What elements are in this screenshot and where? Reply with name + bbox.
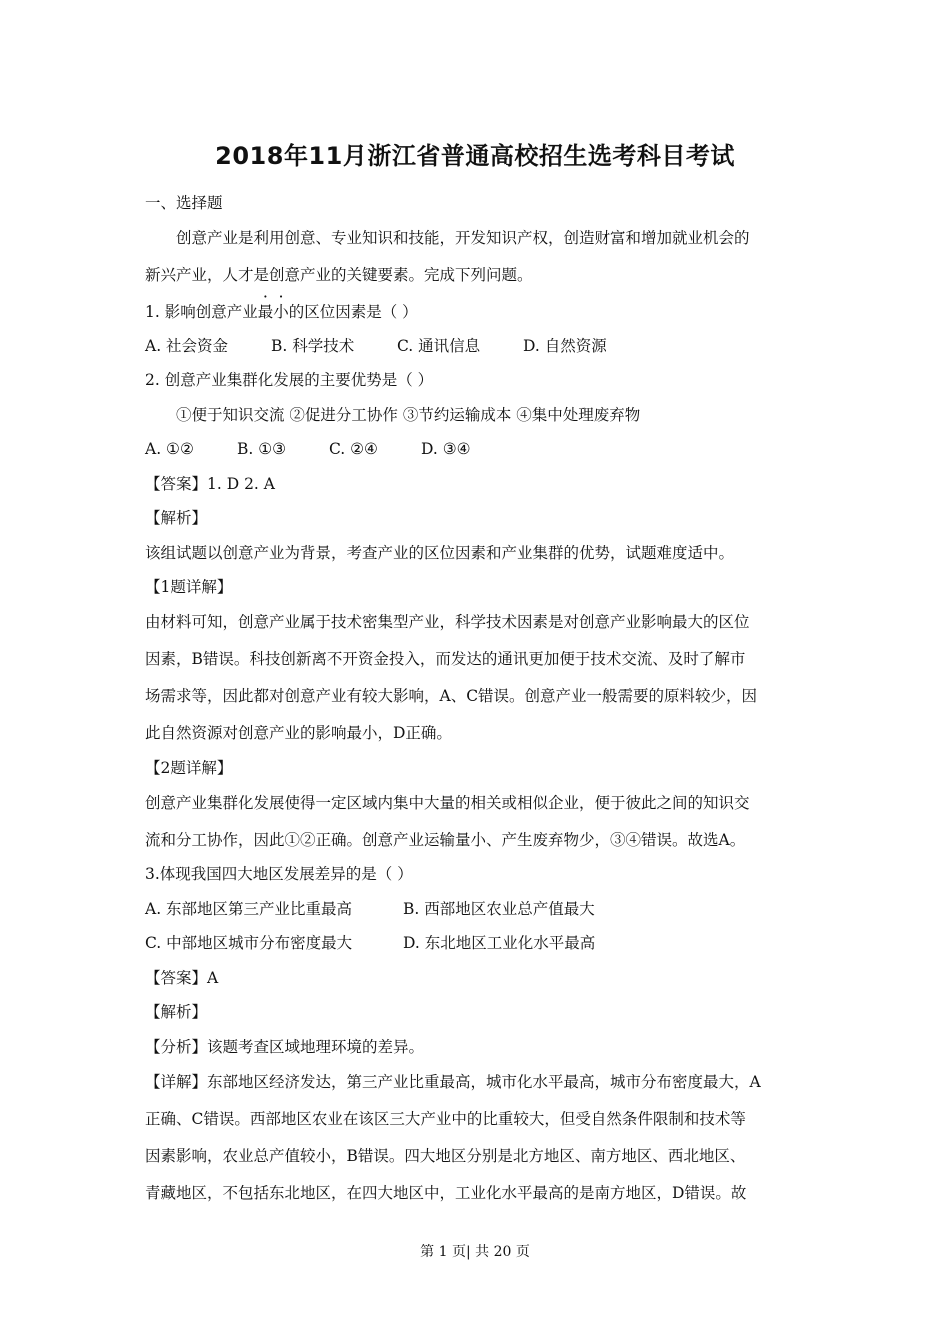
question-1-stem xyxy=(145,302,418,322)
analysis-3-detail-line: 正确、C错误。西部地区农业在该区三大产业中的比重较大，但受自然条件限制和技术等 xyxy=(145,1110,746,1128)
detail-1-line: 此自然资源对创意产业的影响最小，D正确。 xyxy=(145,724,452,742)
question-3-stem: 3.体现我国四大地区发展差异的是（ ） xyxy=(145,865,413,883)
q2-option-b: B. ①③ xyxy=(237,440,287,458)
detail-1-label: 【1题详解】 xyxy=(145,578,233,596)
q3-option-a: A. 东部地区第三产业比重最高 xyxy=(145,900,353,918)
question-2-items: ①便于知识交流 ②促进分工协作 ③节约运输成本 ④集中处理废弃物 xyxy=(176,406,641,424)
q3-option-c: C. 中部地区城市分布密度最大 xyxy=(145,934,353,952)
analysis-3-label: 【解析】 xyxy=(145,1003,208,1021)
material-line-1: 创意产业是利用创意、专业知识和技能，开发知识产权，创造财富和增加就业机会的 xyxy=(176,229,750,247)
question-2-stem: 2. 创意产业集群化发展的主要优势是（ ） xyxy=(145,371,434,389)
question-3-options-row-1 xyxy=(145,899,595,919)
page-title: 2018年11月浙江省普通高校招生选考科目考试 xyxy=(215,142,735,170)
detail-1-line: 场需求等，因此都对创意产业有较大影响，A、C错误。创意产业一般需要的原料较少，因 xyxy=(145,687,758,705)
question-1-suffix: 的区位因素是（ ） xyxy=(288,303,418,321)
q2-option-d: D. ③④ xyxy=(421,440,471,458)
q1-option-d: D. 自然资源 xyxy=(523,337,607,355)
question-1-prefix: 1. 影响创意产业 xyxy=(145,303,258,321)
answer-1-2: 【答案】1. D 2. A xyxy=(145,475,275,493)
answer-3: 【答案】A xyxy=(145,969,219,987)
detail-2-line: 流和分工协作，因此①②正确。创意产业运输量小、产生废弃物少，③④错误。故选A。 xyxy=(145,831,746,849)
section-heading: 一、选择题 xyxy=(145,194,223,212)
analysis-3-fenxi: 【分析】该题考查区域地理环境的差异。 xyxy=(145,1038,425,1056)
q1-option-c: C. 通讯信息 xyxy=(397,337,481,355)
q1-option-a: A. 社会资金 xyxy=(145,337,229,355)
q1-option-b: B. 科学技术 xyxy=(271,337,355,355)
question-1-options xyxy=(145,336,607,356)
question-2-options xyxy=(145,439,471,459)
detail-2-line: 创意产业集群化发展使得一定区域内集中大量的相关或相似企业，便于彼此之间的知识交 xyxy=(145,794,750,812)
analysis-3-detail-line: 因素影响，农业总产值较小，B错误。四大地区分别是北方地区、南方地区、西北地区、 xyxy=(145,1147,746,1165)
material-line-2: 新兴产业，人才是创意产业的关键要素。完成下列问题。 xyxy=(145,266,533,284)
detail-1-line: 由材料可知，创意产业属于技术密集型产业，科学技术因素是对创意产业影响最大的区位 xyxy=(145,613,750,631)
q3-option-d: D. 东北地区工业化水平最高 xyxy=(403,934,596,952)
emphasis-char-2: 小 xyxy=(273,303,289,321)
detail-2-label: 【2题详解】 xyxy=(145,759,233,777)
q2-option-a: A. ①② xyxy=(145,440,194,458)
q3-option-b: B. 西部地区农业总产值最大 xyxy=(403,900,595,918)
question-3-options-row-2 xyxy=(145,933,595,953)
analysis-3-detail-line: 青藏地区，不包括东北地区，在四大地区中，工业化水平最高的是南方地区，D错误。故 xyxy=(145,1184,747,1202)
analysis-3-detail-line: 【详解】东部地区经济发达，第三产业比重最高，城市化水平最高，城市分布密度最大，A xyxy=(145,1073,761,1091)
analysis-label: 【解析】 xyxy=(145,509,208,527)
detail-1-line: 因素，B错误。科技创新离不开资金投入，而发达的通讯更加便于技术交流、及时了解市 xyxy=(145,650,746,668)
emphasis-char-1: 最 xyxy=(257,303,274,321)
page-footer: 第 1 页| 共 20 页 xyxy=(420,1244,530,1260)
analysis-text: 该组试题以创意产业为背景，考查产业的区位因素和产业集群的优势，试题难度适中。 xyxy=(145,544,735,562)
q2-option-c: C. ②④ xyxy=(329,440,378,458)
